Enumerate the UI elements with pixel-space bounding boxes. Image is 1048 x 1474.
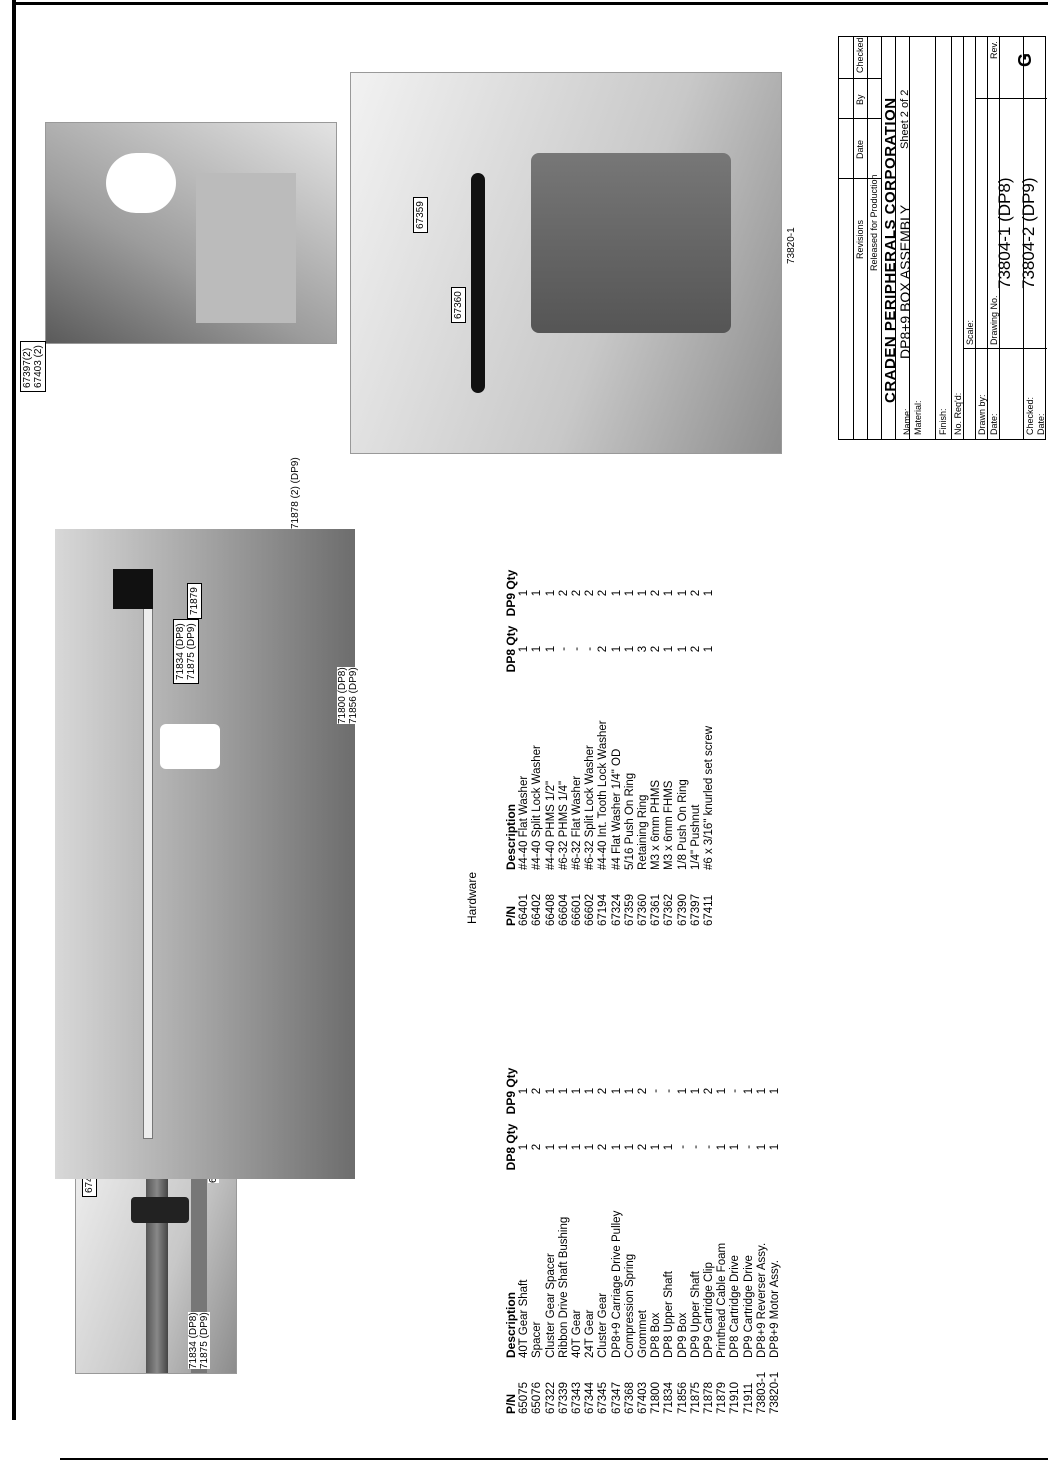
parts-dp9-qty: 1 xyxy=(557,1087,570,1095)
hardware-title: Hardware xyxy=(465,871,479,924)
tb-checked-label: Checked xyxy=(855,37,865,73)
parts-dp8-qty: - xyxy=(703,1145,716,1149)
motor-cable xyxy=(471,173,485,393)
parts-row xyxy=(703,1060,716,1414)
hardware-dp8-qty: 1 xyxy=(518,645,531,653)
hardware-row xyxy=(611,562,624,926)
parts-description: Cluster Gear Spacer xyxy=(544,1253,557,1358)
parts-row xyxy=(756,1060,769,1414)
hardware-pn: 67324 xyxy=(610,894,623,926)
parts-dp9-qty: 1 xyxy=(689,1087,702,1095)
hardware-header-description: Description xyxy=(504,803,518,870)
parts-header-dp8: DP8 Qty xyxy=(504,1123,518,1171)
parts-row xyxy=(611,1060,624,1414)
hardware-row xyxy=(597,562,610,926)
hardware-description: #6-32 Split Lock Washer xyxy=(584,745,597,870)
tb-name-value: DP8+9 BOX ASSEMBLY xyxy=(897,204,913,359)
gear-photo xyxy=(45,122,337,344)
parts-row xyxy=(650,1060,663,1414)
gear-bracket xyxy=(196,173,296,323)
callout-box-bottom: 71800 (DP8) 71856 (DP9) xyxy=(337,667,359,724)
parts-dp8-qty: - xyxy=(742,1145,755,1149)
parts-dp8-qty: 1 xyxy=(755,1143,768,1151)
parts-list xyxy=(505,1060,782,1414)
parts-pn: 71911 xyxy=(742,1382,755,1414)
parts-dp9-qty: 1 xyxy=(584,1087,597,1095)
hardware-dp9-qty: 2 xyxy=(597,589,610,597)
hardware-dp8-qty: 1 xyxy=(676,645,689,653)
hardware-pn: 66602 xyxy=(584,894,597,926)
hardware-row xyxy=(624,562,637,926)
hardware-header-dp8: DP8 Qty xyxy=(504,625,518,673)
hardware-dp9-qty: 1 xyxy=(623,589,636,597)
hardware-description: 1/8 Push On Ring xyxy=(676,779,689,870)
parts-dp9-qty: 1 xyxy=(623,1087,636,1095)
parts-dp9-qty: 2 xyxy=(637,1087,650,1095)
box-photo xyxy=(55,457,359,1179)
hardware-dp8-qty: - xyxy=(571,647,584,651)
hardware-description: Retaining Ring xyxy=(637,794,650,870)
parts-description: DP8 Cartridge Drive xyxy=(729,1255,742,1358)
hardware-table xyxy=(505,562,716,926)
hardware-pn: 67362 xyxy=(663,894,676,926)
tb-by-label: By xyxy=(855,94,865,105)
hardware-pn: 66401 xyxy=(518,894,531,926)
parts-dp9-qty: 2 xyxy=(597,1087,610,1095)
parts-pn: 67368 xyxy=(623,1382,636,1414)
parts-dp9-qty: - xyxy=(663,1089,676,1093)
parts-description: DP8+9 Carriage Drive Pulley xyxy=(610,1210,623,1358)
tb-date1-label: Date: xyxy=(989,413,999,435)
hardware-dp8-qty: - xyxy=(584,647,597,651)
hardware-dp8-qty: 1 xyxy=(663,645,676,653)
tb-date2-label: Date: xyxy=(1036,413,1046,435)
parts-pn: 67322 xyxy=(544,1382,557,1414)
parts-dp8-qty: 2 xyxy=(597,1143,610,1151)
hardware-description: #4-40 Split Lock Washer xyxy=(531,745,544,870)
hardware-dp9-qty: 1 xyxy=(610,589,623,597)
hardware-header-pn: P/N xyxy=(504,905,518,926)
parts-pn: 71879 xyxy=(716,1382,729,1414)
hardware-row xyxy=(663,562,676,926)
hardware-pn: 66601 xyxy=(571,894,584,926)
parts-pn: 71878 xyxy=(703,1382,716,1414)
parts-row xyxy=(637,1060,650,1414)
hardware-dp9-qty: 2 xyxy=(557,589,570,597)
parts-dp9-qty: - xyxy=(729,1089,742,1093)
parts-dp9-qty: 1 xyxy=(742,1087,755,1095)
shaft-pushnut xyxy=(131,1197,189,1223)
hardware-dp8-qty: 1 xyxy=(544,645,557,653)
hardware-row xyxy=(518,562,531,926)
hardware-description: #6-32 Flat Washer xyxy=(571,775,584,870)
tb-revisions-label: Revisions xyxy=(855,219,865,259)
tb-material-label: Material: xyxy=(913,400,923,435)
hardware-pn: 67397 xyxy=(689,894,702,926)
hardware-dp9-qty: 2 xyxy=(689,589,702,597)
hardware-description: #4-40 PHMS 1/2" xyxy=(544,780,557,870)
hardware-dp8-qty: 1 xyxy=(703,645,716,653)
hardware-dp9-qty: 1 xyxy=(663,589,676,597)
parts-description: DP8+9 Reverser Assy. xyxy=(755,1242,768,1358)
hardware-dp9-qty: 1 xyxy=(676,589,689,597)
parts-pn: 71856 xyxy=(676,1382,689,1414)
parts-row xyxy=(518,1060,531,1414)
hardware-dp9-qty: 1 xyxy=(703,589,716,597)
tb-sheet: Sheet 2 of 2 xyxy=(899,89,911,149)
hardware-row xyxy=(690,562,703,926)
parts-dp9-qty: 1 xyxy=(544,1087,557,1095)
hardware-pn: 66402 xyxy=(531,894,544,926)
parts-pn: 65075 xyxy=(518,1382,531,1414)
parts-pn: 67343 xyxy=(571,1382,584,1414)
parts-dp8-qty: 1 xyxy=(610,1143,623,1151)
callout-box-upper-shaft: 71834 (DP8) 71875 (DP9) xyxy=(173,619,199,684)
hardware-row xyxy=(637,562,650,926)
parts-dp9-qty: 1 xyxy=(676,1087,689,1095)
hardware-description: M3 x 6mm PHMS xyxy=(650,779,663,870)
parts-dp9-qty: 2 xyxy=(703,1087,716,1095)
tb-drawingno-label: Drawing No. xyxy=(989,295,999,345)
parts-dp8-qty: - xyxy=(676,1145,689,1149)
tb-noreqd-label: No. Req'd: xyxy=(953,392,963,435)
tb-date-label: Date xyxy=(855,139,865,159)
tb-drawing-no-1: 73804-1 (DP8) xyxy=(995,177,1014,289)
gear-white xyxy=(106,153,176,213)
parts-row xyxy=(729,1060,742,1414)
hardware-row xyxy=(558,562,571,926)
parts-pn: 65076 xyxy=(531,1382,544,1414)
parts-row xyxy=(571,1060,584,1414)
parts-row xyxy=(597,1060,610,1414)
callout-box-clip: 71878 (2) (DP9) xyxy=(290,457,301,529)
parts-description: Compression Spring xyxy=(623,1253,636,1358)
parts-description: Spacer xyxy=(531,1321,544,1358)
hardware-row xyxy=(703,562,716,926)
hardware-description: M3 x 6mm FHMS xyxy=(663,780,676,870)
hardware-description: #4 Flat Washer 1/4" OD xyxy=(610,748,623,870)
hardware-pn: 66408 xyxy=(544,894,557,926)
parts-row xyxy=(743,1060,756,1414)
tb-company: CRADEN PERIPHERALS CORPORATION xyxy=(882,97,899,403)
parts-dp8-qty: 1 xyxy=(623,1143,636,1151)
hardware-dp8-qty: 3 xyxy=(637,645,650,653)
parts-description: DP8+9 Motor Assy. xyxy=(769,1260,782,1358)
parts-row xyxy=(663,1060,676,1414)
parts-description: DP8 Box xyxy=(650,1312,663,1358)
hardware-pn: 67359 xyxy=(623,894,636,926)
parts-dp9-qty: 1 xyxy=(518,1087,531,1095)
hardware-dp8-qty: 2 xyxy=(597,645,610,653)
parts-description: Cluster Gear xyxy=(597,1292,610,1358)
hardware-table-header xyxy=(505,562,518,926)
callout-gear-photo: 67397(2) 67403 (2) xyxy=(20,341,46,392)
tb-scale-label: Scale: xyxy=(965,319,975,345)
hardware-description: 5/16 Push On Ring xyxy=(623,772,636,870)
parts-description: 24T Gear xyxy=(584,1309,597,1358)
tb-drawing-no-2: 73804-2 (DP9) xyxy=(1019,177,1038,289)
hardware-dp8-qty: 1 xyxy=(610,645,623,653)
tb-revision-entry: Released for Production xyxy=(869,174,879,271)
hardware-row xyxy=(545,562,558,926)
parts-row xyxy=(545,1060,558,1414)
hardware-table-body xyxy=(518,562,716,926)
tb-rev-value: G xyxy=(1015,52,1035,67)
parts-pn: 67347 xyxy=(610,1382,623,1414)
parts-dp9-qty: 1 xyxy=(610,1087,623,1095)
hardware-dp9-qty: 2 xyxy=(584,589,597,597)
parts-row xyxy=(558,1060,571,1414)
hardware-dp8-qty: 2 xyxy=(650,645,663,653)
callout-motor-left: 67360 xyxy=(451,287,466,323)
parts-dp9-qty: 1 xyxy=(769,1087,782,1095)
hardware-row xyxy=(677,562,690,926)
parts-table xyxy=(505,1060,782,1414)
parts-row xyxy=(677,1060,690,1414)
box-foam xyxy=(113,569,153,609)
hardware-dp9-qty: 1 xyxy=(518,589,531,597)
hardware-pn: 67390 xyxy=(676,894,689,926)
hardware-description: #6-32 PHMS 1/4" xyxy=(557,780,570,870)
parts-dp8-qty: 1 xyxy=(584,1143,597,1151)
parts-table-body xyxy=(518,1060,782,1414)
parts-description: 40T Gear xyxy=(571,1309,584,1358)
hardware-header-dp9: DP9 Qty xyxy=(504,569,518,617)
parts-dp9-qty: 2 xyxy=(531,1087,544,1095)
title-block xyxy=(838,36,1046,440)
parts-description: DP9 Cartridge Clip xyxy=(703,1262,716,1358)
hardware-list xyxy=(505,562,716,926)
hardware-pn: 67194 xyxy=(597,894,610,926)
parts-dp8-qty: 2 xyxy=(637,1143,650,1151)
parts-table-header xyxy=(505,1060,518,1414)
parts-row xyxy=(716,1060,729,1414)
hardware-dp9-qty: 2 xyxy=(571,589,584,597)
hardware-row xyxy=(531,562,544,926)
parts-row xyxy=(769,1060,782,1414)
hardware-row xyxy=(584,562,597,926)
parts-dp8-qty: 1 xyxy=(769,1143,782,1151)
parts-dp8-qty: 1 xyxy=(571,1143,584,1151)
parts-description: Printhead Cable Foam xyxy=(716,1242,729,1358)
parts-dp9-qty: 1 xyxy=(755,1087,768,1095)
callout-shaft-bottom: 71834 (DP8) 71875 (DP9) xyxy=(188,1312,210,1369)
hardware-pn: 67360 xyxy=(637,894,650,926)
hardware-pn: 67361 xyxy=(650,894,663,926)
tb-name-label: Name: xyxy=(902,408,912,435)
tb-drawnby-label: Drawn by: xyxy=(977,394,987,435)
parts-description: Grommet xyxy=(637,1310,650,1358)
parts-dp9-qty: 1 xyxy=(716,1087,729,1095)
tb-rev-label: Rev. xyxy=(989,41,999,59)
parts-pn: 67339 xyxy=(557,1382,570,1414)
parts-row xyxy=(690,1060,703,1414)
parts-description: DP9 Upper Shaft xyxy=(689,1271,702,1358)
callout-motor-bottom: 73820-1 xyxy=(786,227,797,264)
hardware-pn: 66604 xyxy=(557,894,570,926)
parts-row xyxy=(531,1060,544,1414)
parts-pn: 73820-1 xyxy=(769,1371,782,1414)
parts-description: DP8 Upper Shaft xyxy=(663,1271,676,1358)
parts-row xyxy=(584,1060,597,1414)
parts-pn: 71834 xyxy=(663,1382,676,1414)
box-upper-shaft xyxy=(143,577,153,1139)
parts-pn: 67403 xyxy=(637,1382,650,1414)
hardware-description: #4-40 Flat Washer xyxy=(518,775,531,870)
parts-description: DP9 Cartridge Drive xyxy=(742,1255,755,1358)
parts-dp8-qty: - xyxy=(689,1145,702,1149)
tb-finish-label: Finish: xyxy=(938,408,948,435)
hardware-pn: 67411 xyxy=(703,894,716,926)
parts-header-pn: P/N xyxy=(504,1393,518,1414)
parts-row xyxy=(624,1060,637,1414)
parts-description: 40T Gear Shaft xyxy=(518,1279,531,1358)
hardware-description: 1/4" Pushnut xyxy=(689,804,702,870)
parts-pn: 71875 xyxy=(689,1382,702,1414)
motor-body xyxy=(531,153,731,333)
hardware-row xyxy=(571,562,584,926)
callout-box-gear: 71879 xyxy=(187,583,202,619)
parts-header-description: Description xyxy=(504,1291,518,1358)
parts-pn: 67345 xyxy=(597,1382,610,1414)
parts-description: DP9 Box xyxy=(676,1312,689,1358)
hardware-dp9-qty: 1 xyxy=(531,589,544,597)
parts-dp8-qty: 1 xyxy=(663,1143,676,1151)
parts-dp8-qty: 1 xyxy=(518,1143,531,1151)
hardware-row xyxy=(650,562,663,926)
parts-dp8-qty: 1 xyxy=(716,1143,729,1151)
parts-pn: 71800 xyxy=(650,1382,663,1414)
hardware-description: #4-40 Int. Tooth Lock Washer xyxy=(597,720,610,870)
parts-dp8-qty: 1 xyxy=(650,1143,663,1151)
box-gear xyxy=(160,724,220,769)
hardware-dp8-qty: 1 xyxy=(623,645,636,653)
hardware-dp8-qty: 2 xyxy=(689,645,702,653)
parts-dp8-qty: 1 xyxy=(557,1143,570,1151)
hardware-dp8-qty: - xyxy=(557,647,570,651)
hardware-dp9-qty: 2 xyxy=(650,589,663,597)
parts-dp8-qty: 2 xyxy=(531,1143,544,1151)
hardware-dp8-qty: 1 xyxy=(531,645,544,653)
parts-dp8-qty: 1 xyxy=(729,1143,742,1151)
parts-dp9-qty: - xyxy=(650,1089,663,1093)
tb-checked2-label: Checked: xyxy=(1025,396,1035,435)
hardware-dp9-qty: 1 xyxy=(637,589,650,597)
hardware-dp9-qty: 1 xyxy=(544,589,557,597)
parts-description: Ribbon Drive Shaft Bushing xyxy=(557,1216,570,1358)
callout-motor-right: 67359 xyxy=(413,197,428,233)
parts-pn: 71910 xyxy=(729,1382,742,1414)
hardware-description: #6 x 3/16" knurled set screw xyxy=(703,725,716,870)
parts-pn: 73803-1 xyxy=(755,1371,768,1414)
parts-pn: 67344 xyxy=(584,1382,597,1414)
parts-dp9-qty: 1 xyxy=(571,1087,584,1095)
parts-dp8-qty: 1 xyxy=(544,1143,557,1151)
motor-photo xyxy=(350,72,782,454)
parts-header-dp9: DP9 Qty xyxy=(504,1067,518,1115)
